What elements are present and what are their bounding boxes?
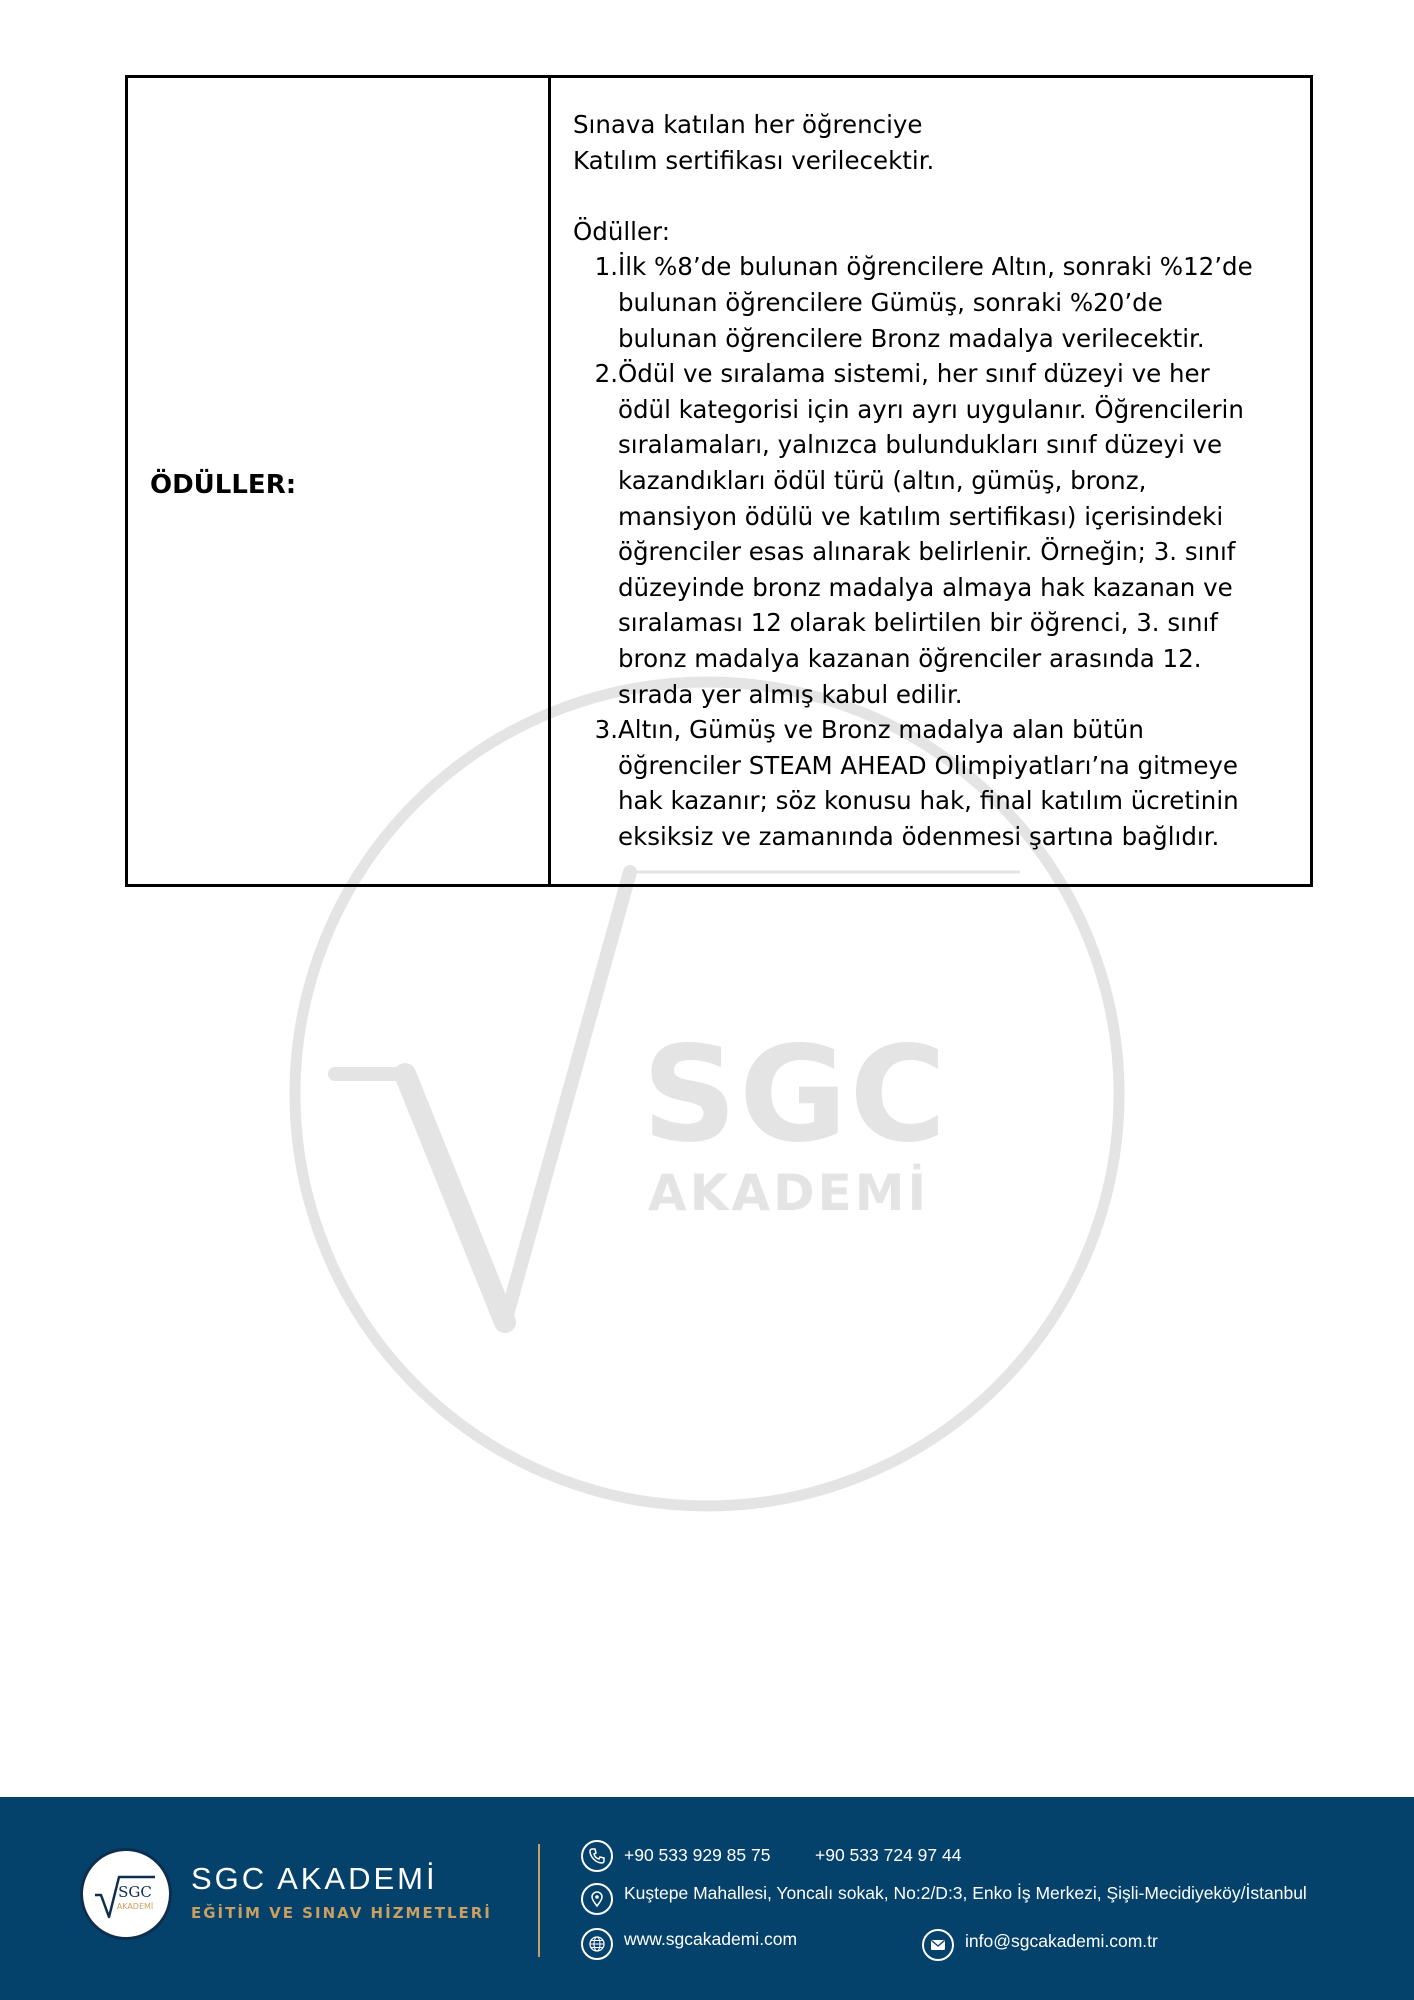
awards-content-cell	[551, 78, 1310, 884]
text-line: bulunan öğrencilere Gümüş, sonraki %20’de	[618, 287, 1163, 317]
footer-tagline: EĞİTİM VE SINAV HİZMETLERİ	[191, 1904, 492, 1922]
text-line: İlk %8’de bulunan öğrencilere Altın, sonraki %12’de	[618, 252, 1253, 282]
website-link[interactable]: www.sgcakademi.com	[624, 1929, 798, 1949]
text-line: öğrenciler esas alınarak belirlenir. Örneğin; 3. sınıf	[618, 537, 1236, 567]
phone-2[interactable]: +90 533 724 97 44	[815, 1845, 962, 1865]
list-item-number: 1.	[594, 252, 618, 282]
footer-logo-subtext: AKADEMİ	[116, 1902, 154, 1911]
text-line: sırada yer almış kabul edilir.	[618, 679, 963, 709]
text-line: bronz madalya kazanan öğrenciler arasında 12.	[618, 643, 1202, 673]
intro-line: Katılım sertifikası verilecektir.	[573, 145, 935, 175]
text-line: hak kazanır; söz konusu hak, final katılım ücretinin	[618, 786, 1239, 816]
text-line: bulunan öğrencilere Bronz madalya verilecektir.	[618, 323, 1205, 353]
text-line: öğrenciler STEAM AHEAD Olimpiyatları’na gitmeye	[618, 750, 1238, 780]
footer-logo	[80, 1848, 172, 1940]
awards-list	[573, 249, 1288, 854]
awards-table	[125, 75, 1313, 887]
footer-brand-name: SGC AKADEMİ	[191, 1861, 438, 1896]
list-item-text	[618, 249, 1253, 356]
phone-icon	[581, 1840, 613, 1872]
text-line: mansiyon ödülü ve katılım sertifikası) içerisindeki	[618, 501, 1224, 531]
list-item-number: 3.	[594, 715, 618, 745]
footer-logo-text: SGC	[118, 1883, 152, 1901]
location-pin-icon	[581, 1883, 613, 1915]
list-item	[573, 356, 1288, 712]
phone-1[interactable]: +90 533 929 85 75	[624, 1845, 771, 1865]
text-line: sıralamaları, yalnızca bulundukları sınıf düzeyi ve	[618, 430, 1223, 460]
watermark-subtitle: AKADEMİ	[648, 1164, 930, 1222]
watermark-brand: SGC	[642, 1018, 949, 1172]
awards-label: ÖDÜLLER:	[150, 470, 297, 500]
awards-label-cell	[128, 78, 551, 884]
text-line: düzeyinde bronz madalya almaya hak kazanan ve	[618, 572, 1233, 602]
footer-divider	[538, 1844, 540, 1957]
list-item	[573, 249, 1288, 356]
text-line: Ödül ve sıralama sistemi, her sınıf düzeyi ve her	[618, 359, 1210, 389]
intro-line: Sınava katılan her öğrenciye	[573, 110, 923, 139]
text-line: ödül kategorisi için ayrı ayrı uygulanır. Öğrencilerin	[618, 394, 1244, 424]
text-line: Altın, Gümüş ve Bronz madalya alan bütün	[618, 715, 1144, 745]
list-item	[573, 712, 1288, 854]
list-item-text	[618, 712, 1239, 854]
text-line: eksiksiz ve zamanında ödenmesi şartına bağlıdır.	[618, 821, 1220, 851]
awards-list-heading: Ödüller:	[573, 216, 670, 246]
footer	[0, 1797, 1414, 2000]
list-item-text	[618, 356, 1244, 712]
address: Kuştepe Mahallesi, Yoncalı sokak, No:2/D:3, Enko İş Merkezi, Şişli-Mecidiyeköy/İstanbul	[624, 1883, 1307, 1903]
text-line: sıralaması 12 olarak belirtilen bir öğrenci, 3. sınıf	[618, 608, 1218, 638]
text-line: kazandıkları ödül türü (altın, gümüş, bronz,	[618, 465, 1147, 495]
globe-icon	[581, 1928, 613, 1960]
list-item-number: 2.	[594, 359, 618, 389]
email-link[interactable]: info@sgcakademi.com.tr	[965, 1931, 1158, 1951]
mail-icon	[922, 1929, 954, 1961]
